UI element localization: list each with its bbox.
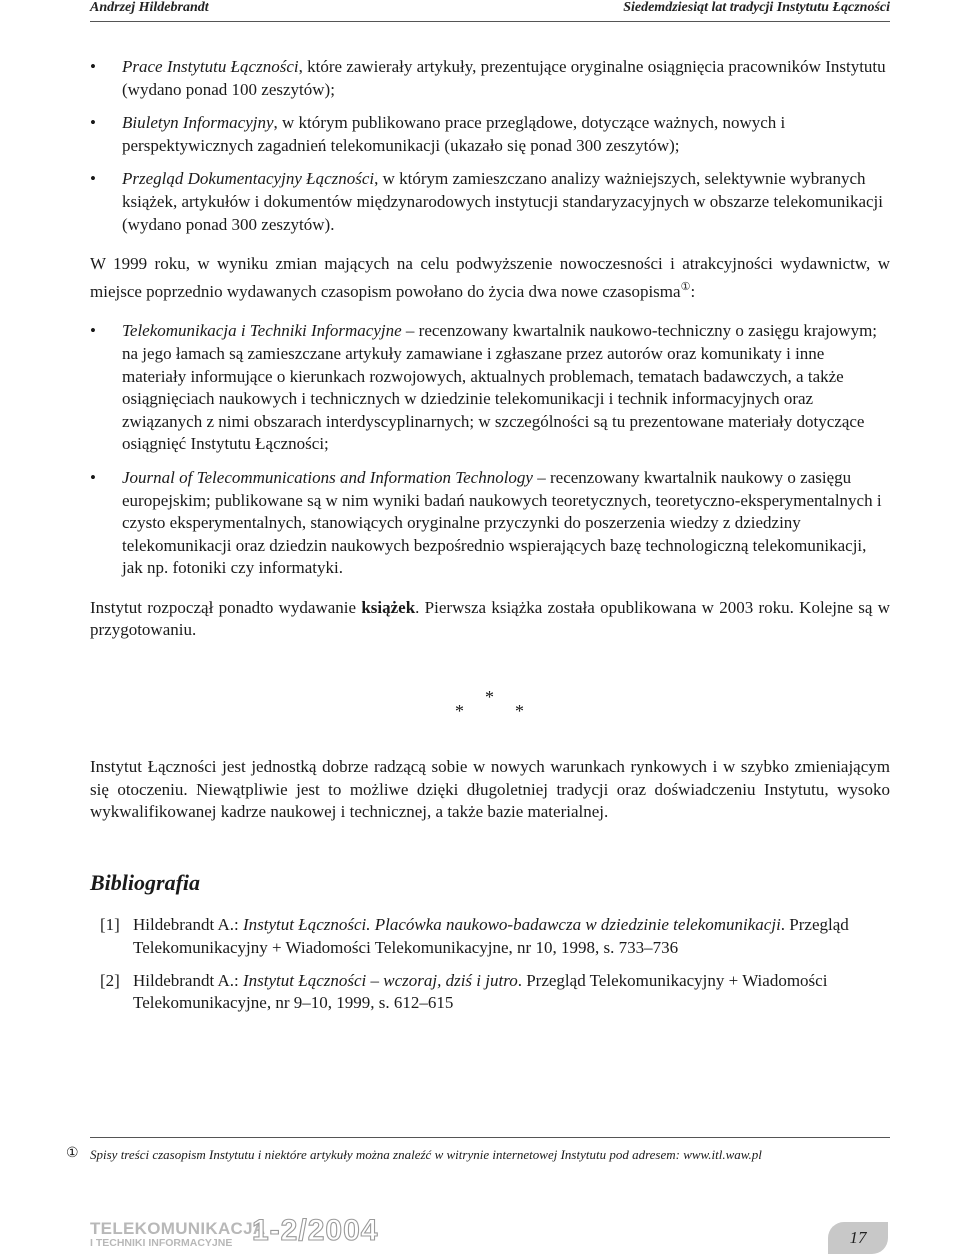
publication-title: Journal of Telecommunications and Information Technology [122,467,533,487]
reference-number: [1] [100,915,120,935]
paragraph [90,597,890,642]
footnote-symbol: ① [66,1146,79,1161]
logo-line-1: TELEKOMUNIKACJA [90,1219,266,1238]
bold-term: książek [361,597,416,617]
list-item [90,112,890,157]
footnote-rule [90,1137,890,1138]
publication-description: – recenzowany kwartalnik naukowo-techniczny o zasięgu krajowym; na jego łamach są zamieszczane artykuły zamawiane i zgłaszane przez autorów oraz komunikaty i inne materiały informujące o kierunkach rozwojowych, aktualnych problemach, tematach badawczych, a także osiągnięciach naukowych i technicznych w dziedzinie telekomunikacji i technik informacyjnych oraz związanych z nimi obszarach interdyscyplinarnych; w szczególności są tu prezentowane materiały dotyczące osiągnięć Instytutu Łączności; [122,321,878,454]
bibliography-heading: Bibliografia [90,869,201,895]
paragraph-text: Instytut rozpoczął ponadto wydawanie [90,597,362,617]
publication-description: , które zawierały artykuły, prezentujące oryginalne osiągnięcia pracowników Instytutu (wydano ponad 100 zeszytów); [122,57,886,99]
list-item [90,168,890,236]
reference-source: . Przegląd Telekomunikacyjny + Wiadomości Telekomunikacyjne, nr 10, 1998, s. 733–736 [133,915,849,958]
reference-title: Instytut Łączności. Placówka naukowo-badawcza w dziedzinie telekomunikacji [243,915,781,935]
header-article-title: Siedemdziesiąt lat tradycji Instytutu Łączności [623,0,890,15]
reference-item [90,914,890,959]
header-author: Andrzej Hildebrandt [90,0,209,15]
separator-star: * [485,687,494,708]
list-item [90,56,890,101]
reference-author: Hildebrandt A.: [133,915,244,935]
reference-source: . Przegląd Telekomunikacyjny + Wiadomości Telekomunikacyjne, nr 9–10, 1999, s. 612–615 [133,970,828,1013]
paragraph-text-end: . Pierwsza książka została opublikowana w 2003 roku. Kolejne są w przygotowaniu. [90,597,890,640]
publication-title: Przegląd Dokumentacyjny Łączności [122,169,375,189]
publication-description: – recenzowany kwartalnik naukowy o zasięgu europejskim; publikowane są w nim wyniki badań naukowych teoretycznych, teoretyczno-eksperymentalnych i czysto eksperymentalnych, stanowiących oryginalne przyczynki do poszerzenia wiedzy z dziedziny telekomunikacji oraz dziedzin naukowych bezpośrednio wspierających bazę technologiczną telekomunikacji, jak np. fotoniki czy informatyki. [122,467,882,578]
separator-star: * [455,701,464,722]
paragraph [90,253,890,303]
journals-list-old [90,56,890,236]
footnote-text: Spisy treści czasopism Instytutu i niektóre artykuły można znaleźć w witrynie internetowej Instytutu pod adresem: www.itl.waw.pl [90,1147,762,1162]
reference-number: [2] [100,970,120,990]
footnote-reference[interactable]: ① [680,280,691,293]
section-separator [90,686,890,720]
reference-item [90,970,890,1015]
page-number-badge: 17 [828,1222,888,1254]
separator-star: * [515,701,524,722]
reference-author: Hildebrandt A.: [133,970,244,990]
list-item [90,320,890,456]
reference-title: Instytut Łączności – wczoraj, dziś i jutro [243,970,518,990]
header-rule [90,21,890,22]
article-body [90,56,890,1025]
publication-title: Telekomunikacja i Techniki Informacyjne [122,321,402,341]
journals-list-new [90,320,890,580]
issue-number: 1-2/2004 [252,1214,379,1247]
paragraph-text: W 1999 roku, w wyniku zmian mających na celu podwyższenie nowoczesności i atrakcyjności wydawnictw, w miejsce poprzednio wydawanych czasopism powołano do życia dwa nowe czasopisma [90,254,890,301]
publication-description: , w którym publikowano prace przeglądowe, dotyczące ważnych, nowych i perspektywicznych zagadnień telekomunikacji (ukazało się ponad 300 zeszytów); [122,113,786,155]
running-header [90,0,890,22]
publication-title: Biuletyn Informacyjny [122,113,274,133]
journal-logo [90,1220,265,1250]
publication-description: , w którym zamieszczano analizy ważniejszych, selektywnie wybranych książek, artykułów i dokumentów międzynarodowych instytucji standaryzacyjnych w obszarze telekomunikacji (wydano ponad 300 zeszytów). [122,169,883,234]
list-item [90,467,890,580]
paragraph: Instytut Łączności jest jednostką dobrze radzącą sobie w nowych warunkach rynkowych i w szybko zmieniającym się otoczeniu. Niewątpliwie jest to możliwe dzięki długoletniej tradycji oraz doświadczeniu Instytutu, wysoko wykwalifikowanej kadrze naukowej i technicznej, a także bazie materialnej. [90,757,890,822]
paragraph-text-end: : [690,281,696,301]
logo-line-2: I TECHNIKI INFORMACYJNE [90,1237,233,1249]
publication-title: Prace Instytutu Łączności [122,57,299,76]
